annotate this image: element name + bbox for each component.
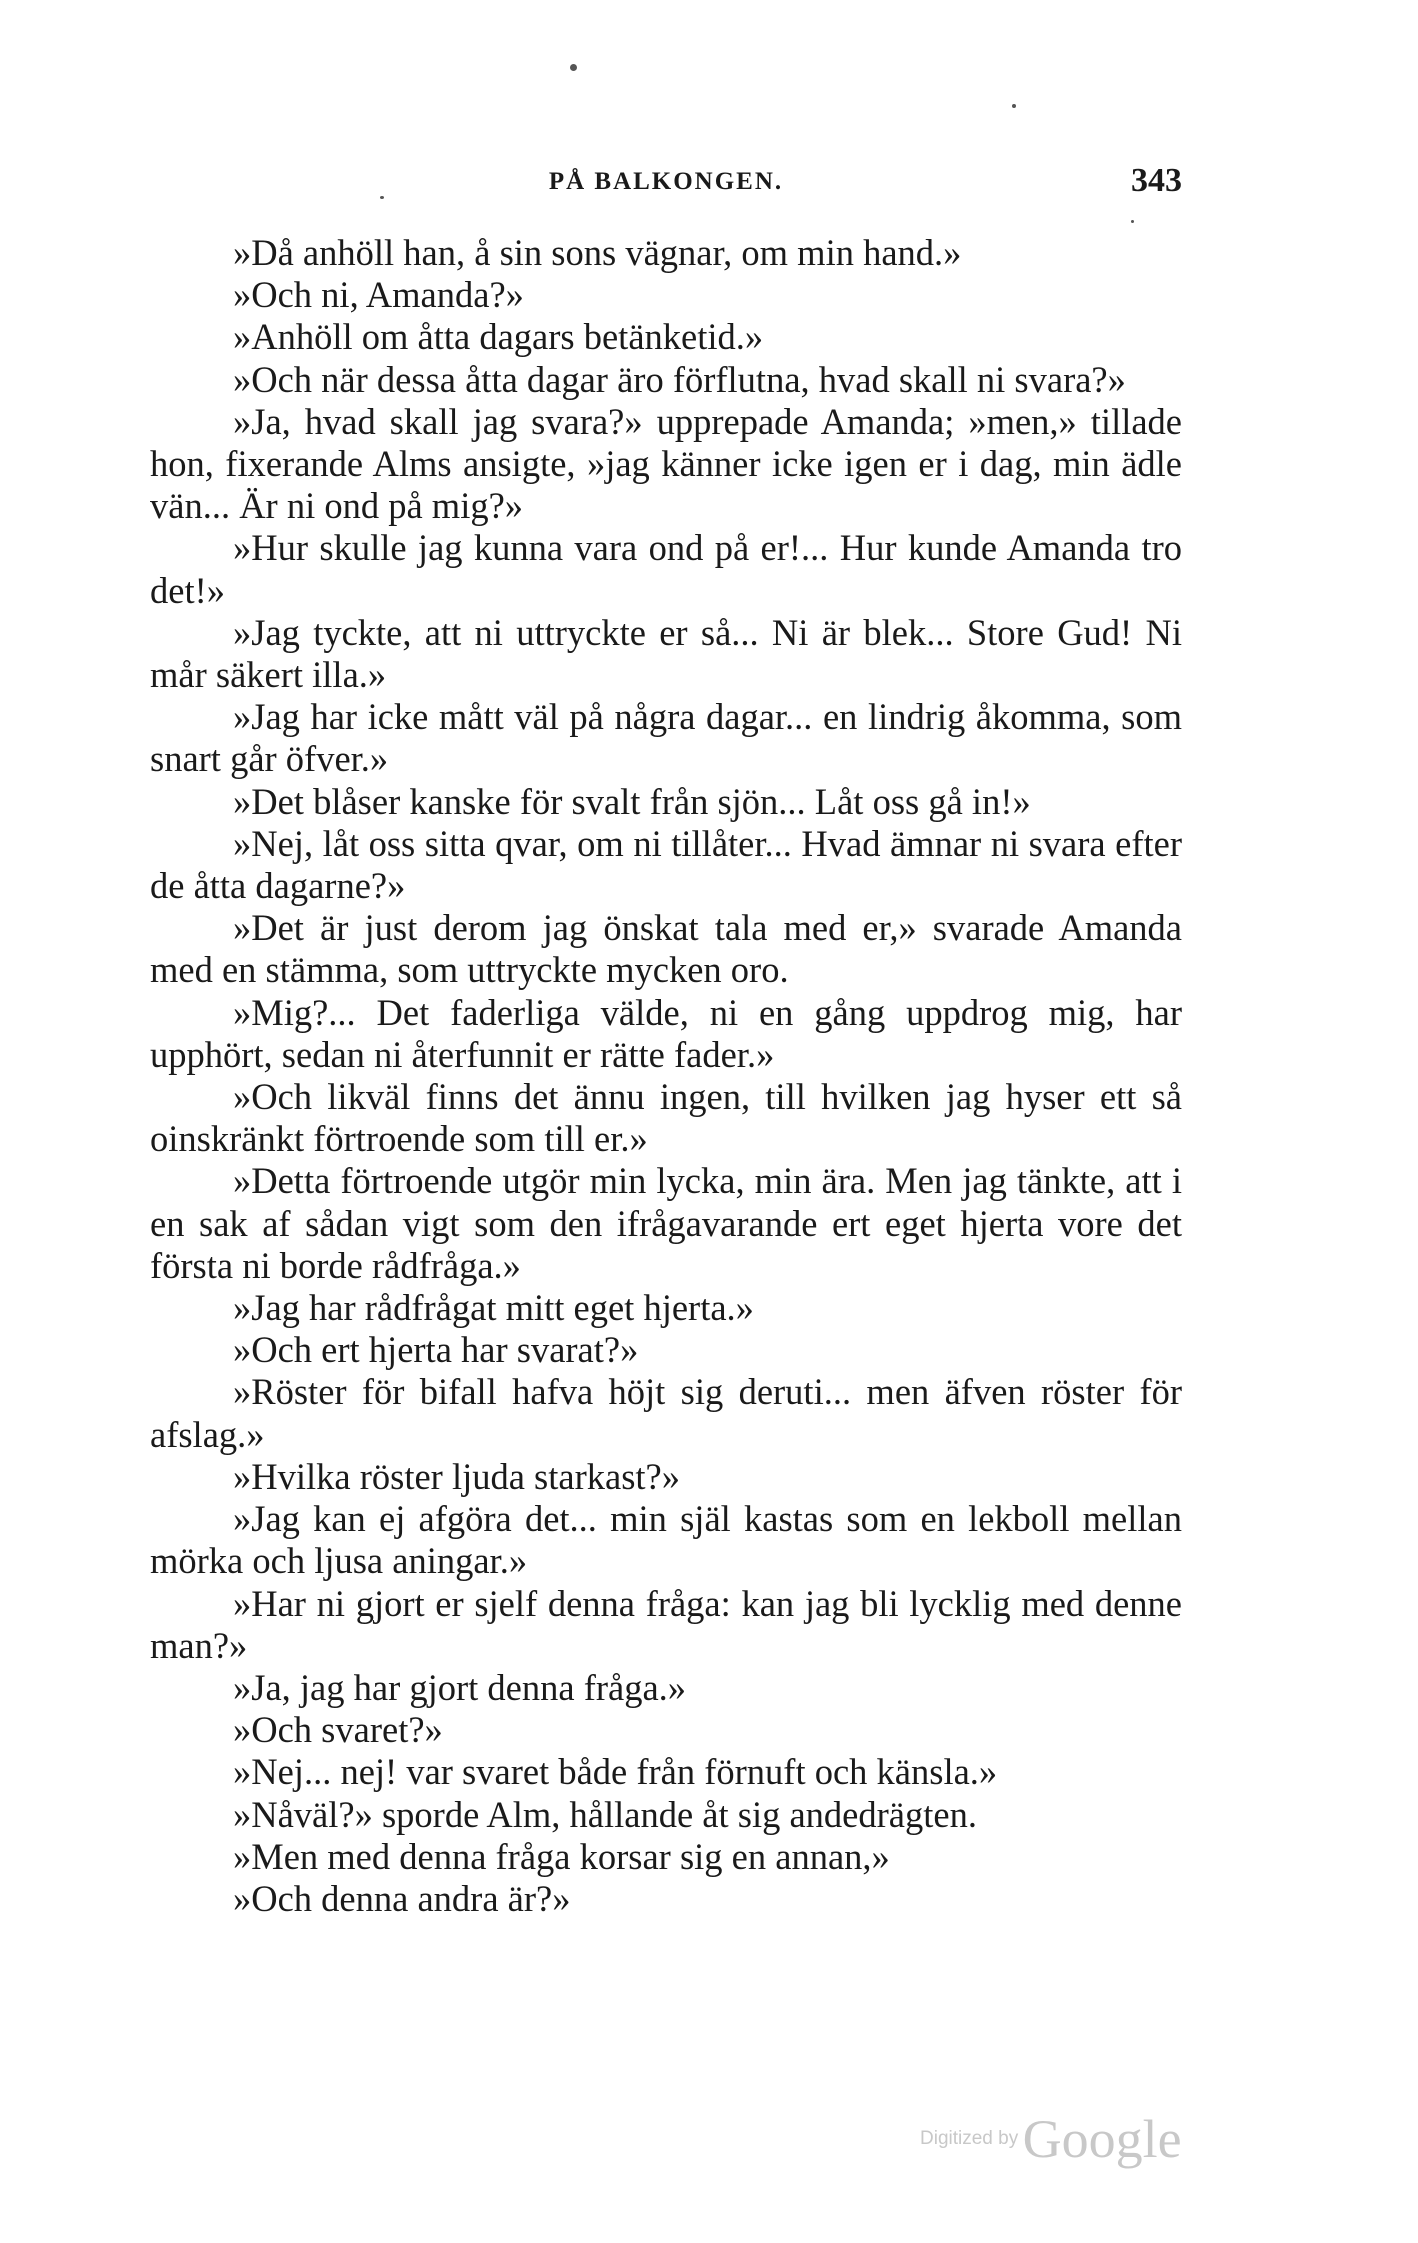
paragraph: »Och likväl finns det ännu ingen, till hvilken jag hyser ett så oinskränkt förtroende som till er.» <box>150 1076 1182 1160</box>
paragraph: »Och svaret?» <box>233 1709 443 1751</box>
paragraph: »Har ni gjort er sjelf denna fråga: kan jag bli lycklig med denne man?» <box>150 1582 1182 1666</box>
paragraph: »Detta förtroende utgör min lycka, min ära. Men jag tänkte, att i en sak af sådan vigt som den ifrågavarande ert eget hjerta vore det första ni borde rådfråga.» <box>150 1160 1182 1286</box>
paragraph: »Och när dessa åtta dagar äro förflutna, hvad skall ni svara?» <box>233 358 1126 400</box>
paragraph: »Mig?... Det faderliga välde, ni en gång uppdrog mig, har upphört, sedan ni återfunnit er rätte fader.» <box>150 991 1182 1075</box>
page-number: 343 <box>1131 162 1182 199</box>
google-logo: Google <box>1022 2109 1182 2169</box>
paragraph: »Och ni, Amanda?» <box>233 274 524 316</box>
paragraph: »Anhöll om åtta dagars betänketid.» <box>233 316 764 358</box>
paragraph: »Nej... nej! var svaret både från förnuft och känsla.» <box>233 1751 998 1793</box>
paragraph: »Jag kan ej afgöra det... min själ kastas som en lekboll mellan mörka och ljusa aningar.» <box>150 1498 1182 1582</box>
paragraph: »Ja, jag har gjort denna fråga.» <box>233 1666 687 1708</box>
paragraph: »Hur skulle jag kunna vara ond på er!... Hur kunde Amanda tro det!» <box>150 527 1182 611</box>
paragraph: »Och denna andra är?» <box>233 1877 571 1919</box>
paragraph: »Det är just derom jag önskat tala med er,» svarade Amanda med en stämma, som uttryckte mycken oro. <box>150 907 1182 991</box>
page-header <box>150 162 1182 208</box>
paragraph: »Jag har rådfrågat mitt eget hjerta.» <box>233 1287 754 1329</box>
paragraph: »Röster för bifall hafva höjt sig deruti... men äfven röster för afslag.» <box>150 1371 1182 1455</box>
digitized-watermark <box>920 2108 1182 2170</box>
running-title: PÅ BALKONGEN. <box>548 168 784 195</box>
ink-speck <box>570 64 577 71</box>
paragraph: »Då anhöll han, å sin sons vägnar, om min hand.» <box>233 232 962 273</box>
paragraph: »Jag tyckte, att ni uttryckte er så... Ni är blek... Store Gud! Ni mår säkert illa.» <box>150 611 1182 696</box>
body-text <box>150 232 1182 1920</box>
paragraph: »Det blåser kanske för svalt från sjön... Låt oss gå in!» <box>233 780 1031 822</box>
paragraph: »Nåväl?» sporde Alm, hållande åt sig andedrägten. <box>233 1793 977 1835</box>
ink-speck <box>1012 104 1016 108</box>
paragraph: »Och ert hjerta har svarat?» <box>233 1329 639 1371</box>
ink-speck <box>1131 220 1134 223</box>
paragraph: »Hvilka röster ljuda starkast?» <box>233 1455 681 1497</box>
watermark-prefix: Digitized by <box>920 2128 1019 2149</box>
paragraph: »Nej, låt oss sitta qvar, om ni tillåter... Hvad ämnar ni svara efter de åtta dagarne?» <box>150 822 1182 907</box>
paragraph: »Ja, hvad skall jag svara?» upprepade Amanda; »men,» tillade hon, fixerande Alms ansigte, »jag känner icke igen er i dag, min ädle vän... Är ni ond på mig?» <box>150 400 1182 527</box>
paragraph: »Men med denna fråga korsar sig en annan,» <box>233 1835 890 1877</box>
paragraph: »Jag har icke mått väl på några dagar... en lindrig åkomma, som snart går öfver.» <box>150 696 1182 780</box>
